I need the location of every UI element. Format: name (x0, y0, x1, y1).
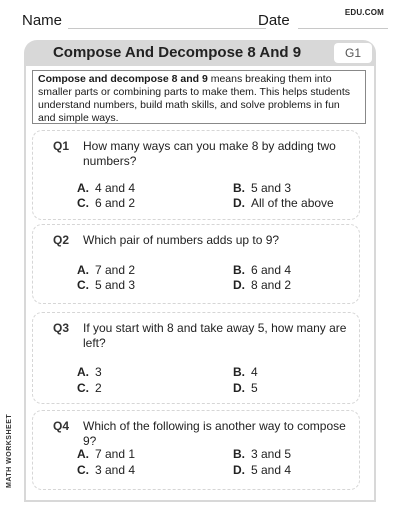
question-card-q1 (32, 130, 360, 220)
brand-logo: EDU.COM (344, 8, 384, 17)
name-line[interactable] (68, 28, 266, 29)
question-card-q3 (32, 312, 360, 404)
option-d[interactable]: D. 5 and 4 (233, 463, 292, 477)
intro-box (32, 70, 366, 124)
option-b[interactable]: B. 4 (233, 365, 258, 379)
worksheet-title: Compose And Decompose 8 And 9 (52, 44, 302, 61)
option-a[interactable]: A. 4 and 4 (77, 181, 136, 195)
option-b[interactable]: B. 6 and 4 (233, 263, 292, 277)
header-row (22, 8, 386, 32)
option-d[interactable]: D. All of the above (233, 196, 334, 210)
option-a[interactable]: A. 3 (77, 365, 102, 379)
question-number: Q4 (53, 419, 70, 433)
intro-bold: Compose and decompose 8 and 9 (38, 73, 208, 85)
name-label: Name (22, 12, 63, 29)
option-a[interactable]: A. 7 and 1 (77, 447, 136, 461)
option-d[interactable]: D. 5 (233, 381, 258, 395)
option-c[interactable]: C. 5 and 3 (77, 278, 136, 292)
option-b[interactable]: B. 3 and 5 (233, 447, 292, 461)
option-c[interactable]: C. 3 and 4 (77, 463, 136, 477)
date-line[interactable] (298, 28, 388, 29)
title-bar (24, 40, 376, 66)
question-text: Which pair of numbers adds up to 9? (83, 233, 280, 247)
question-card-q2 (32, 224, 360, 304)
option-d[interactable]: D. 8 and 2 (233, 278, 292, 292)
question-number: Q1 (53, 139, 70, 153)
question-card-q4 (32, 410, 360, 490)
question-number: Q3 (53, 321, 70, 335)
side-label: MATH WORKSHEET (6, 413, 13, 488)
question-text: Which of the following is another way to compose 9? (83, 419, 346, 448)
intro-text: means breaking them into smaller parts or combining parts to make them. This helps students understand numbers, build math skills, and solve problems in fun and simple ways. (38, 73, 351, 124)
question-text: How many ways can you make 8 by adding two numbers? (83, 139, 336, 168)
grade-badge: G1 (334, 43, 372, 63)
option-a[interactable]: A. 7 and 2 (77, 263, 136, 277)
question-text: If you start with 8 and take away 5, how many are left? (83, 321, 347, 350)
date-label: Date (258, 12, 290, 29)
option-b[interactable]: B. 5 and 3 (233, 181, 292, 195)
option-c[interactable]: C. 6 and 2 (77, 196, 136, 210)
question-number: Q2 (53, 233, 70, 247)
option-c[interactable]: C. 2 (77, 381, 102, 395)
